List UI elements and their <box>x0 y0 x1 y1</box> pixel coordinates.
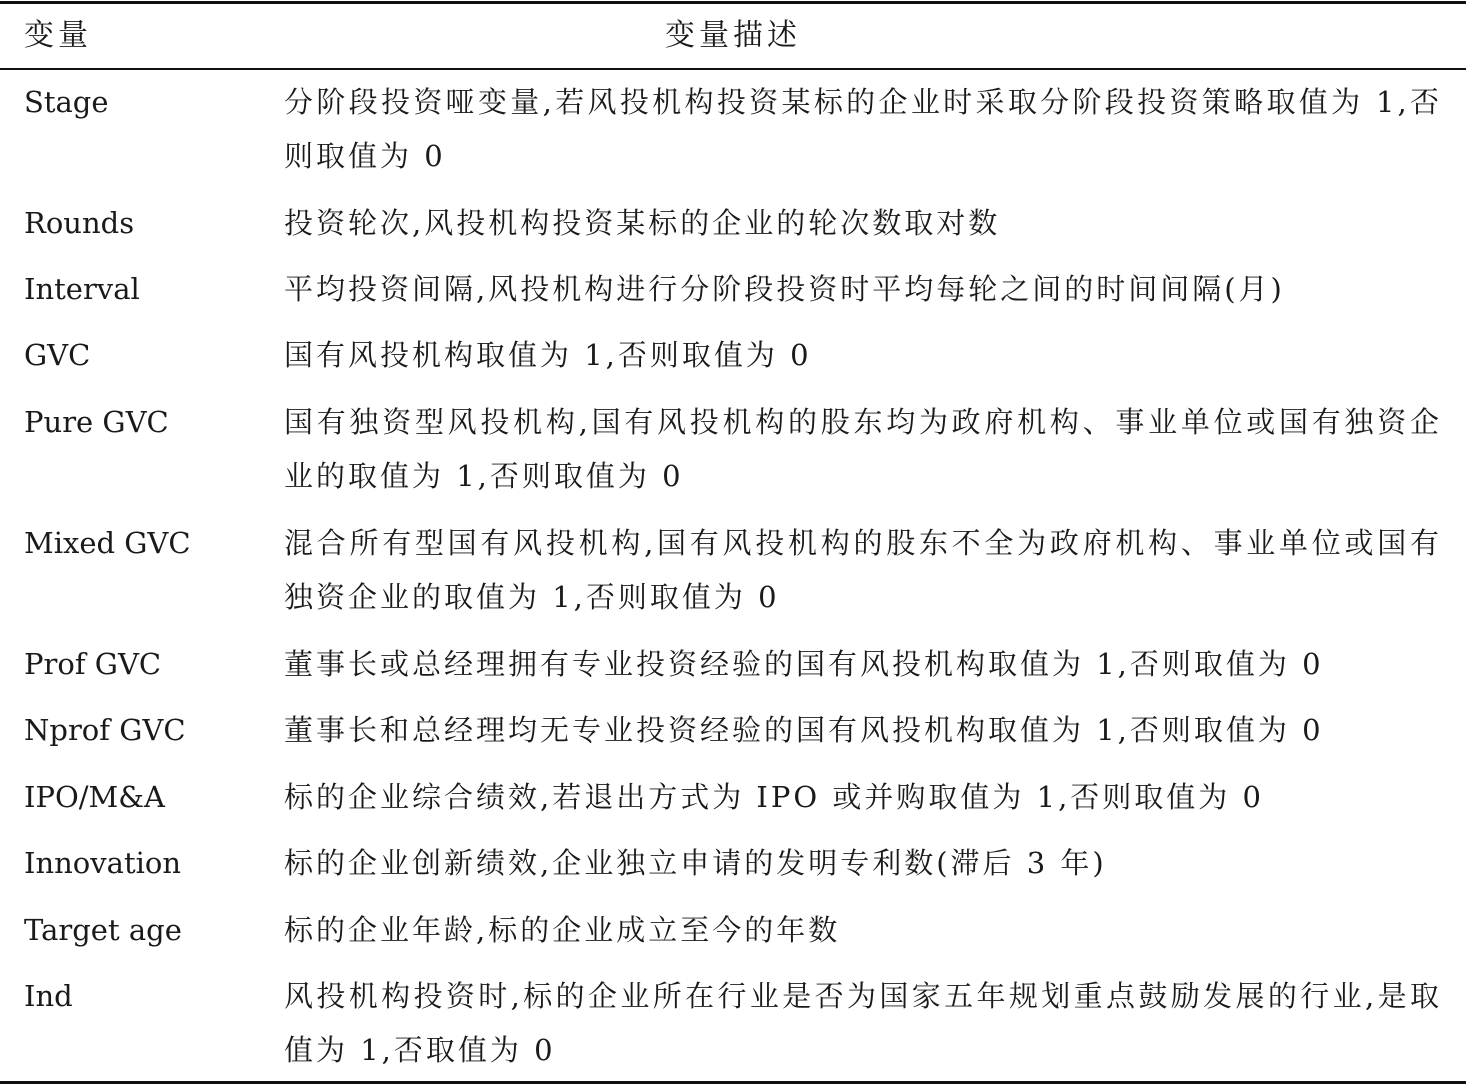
variable-description: 标的企业创新绩效,企业独立申请的发明专利数(滞后 3 年) <box>284 846 1107 880</box>
variable-description: 平均投资间隔,风投机构进行分阶段投资时平均每轮之间的时间间隔(月) <box>284 272 1285 306</box>
variable-description: 标的企业年龄,标的企业成立至今的年数 <box>284 913 841 947</box>
variable-description: 标的企业综合绩效,若退出方式为 IPO 或并购取值为 1,否则取值为 0 <box>284 780 1264 814</box>
variable-description: 国有独资型风投机构,国有风投机构的股东均为政府机构、事业单位或国有独资企业的取值为 1,否则取值为 0 <box>284 405 1442 493</box>
variable-name: Innovation <box>24 846 182 880</box>
variable-name: Pure GVC <box>24 405 169 439</box>
header-description: 变量描述 <box>665 18 801 53</box>
variable-name: GVC <box>24 338 91 372</box>
variable-name: Nprof GVC <box>24 713 186 747</box>
variable-name: IPO/M&A <box>24 780 165 814</box>
variable-description: 国有风投机构取值为 1,否则取值为 0 <box>284 338 812 372</box>
table-header-rule <box>0 68 1466 70</box>
variable-name: Ind <box>24 979 73 1013</box>
variable-description: 董事长或总经理拥有专业投资经验的国有风投机构取值为 1,否则取值为 0 <box>284 647 1324 681</box>
variable-name: Mixed GVC <box>24 526 191 560</box>
variable-description: 投资轮次,风投机构投资某标的企业的轮次数取对数 <box>284 206 1001 240</box>
variable-name: Rounds <box>24 206 135 240</box>
variable-description: 董事长和总经理均无专业投资经验的国有风投机构取值为 1,否则取值为 0 <box>284 713 1324 747</box>
variable-name: Interval <box>24 272 140 306</box>
variable-description: 分阶段投资哑变量,若风投机构投资某标的企业时采取分阶段投资策略取值为 1,否则取值为 0 <box>284 85 1442 173</box>
variable-name: Prof GVC <box>24 647 162 681</box>
variable-description: 风投机构投资时,标的企业所在行业是否为国家五年规划重点鼓励发展的行业,是取值为 1,否取值为 0 <box>284 979 1442 1067</box>
table-top-rule <box>0 1 1466 4</box>
table-bottom-rule <box>0 1081 1466 1084</box>
variable-description: 混合所有型国有风投机构,国有风投机构的股东不全为政府机构、事业单位或国有独资企业的取值为 1,否则取值为 0 <box>284 526 1442 614</box>
header-variable: 变量 <box>24 18 92 53</box>
variable-name: Target age <box>24 913 182 947</box>
variable-name: Stage <box>24 85 109 119</box>
